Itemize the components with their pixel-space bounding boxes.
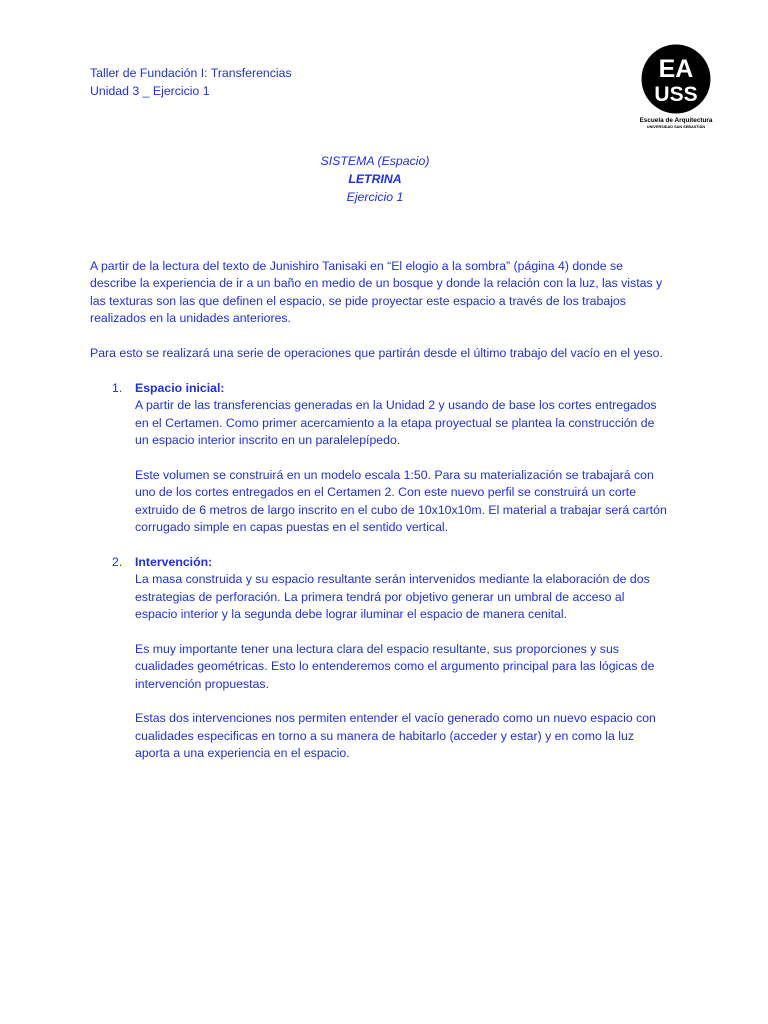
list-item-paragraph: Estas dos intervenciones nos permiten entender el vacío generado como un nuevo espacio con cualidades especificas en torno a su manera de habitarlo (acceder y estar) y en como la luz aporta a una experiencia en el espacio. xyxy=(135,711,656,761)
document-title-block xyxy=(0,152,750,206)
logo-text-ea: EA xyxy=(658,55,694,83)
list-number: 1. xyxy=(112,380,123,395)
intro-paragraph: Para esto se realizará una serie de operaciones que partirán desde el último trabajo del vacío en el yeso. xyxy=(90,346,663,361)
unit-exercise-label: Unidad 3 _ Ejercicio 1 xyxy=(90,83,210,98)
list-item-paragraph: La masa construida y su espacio resultante serán intervenidos mediante la elaboración de dos estrategias de perforación. La primera tendrá por objetivo generar un umbral de acceso al espacio interior y la segunda debe lograr iluminar el espacio de manera cenital. xyxy=(135,572,650,622)
school-logo xyxy=(640,44,714,134)
list-item-paragraph: Este volumen se construirá en un modelo escala 1:50. Para su materialización se trabajará con uno de los cortes entregados en el Certamen 2. Con este nuevo perfil se construirá un corte extruido de 6 metros de largo inscrito en el cubo de 10x10x10m. El material a trabajar será cartón corrugado simple en capas puestas en el sentido vertical. xyxy=(135,467,667,535)
document-body xyxy=(90,258,670,780)
logo-caption-university: UNIVERSIDAD SAN SEBASTIÁN xyxy=(646,125,706,129)
main-title: LETRINA xyxy=(348,172,402,186)
course-title: Taller de Fundación I: Transferencias xyxy=(90,66,292,80)
list-number: 2. xyxy=(112,554,123,569)
list-item-heading: Intervención: xyxy=(135,554,213,569)
exercise-title: Ejercicio 1 xyxy=(346,190,404,204)
intro-paragraph: A partir de la lectura del texto de Junishiro Tanisaki en “El elogio a la sombra” (página 4) donde se describe la experiencia de ir a un baño en medio de un bosque y donde la relación con la luz, las vistas y las texturas son las que definen el espacio, se pide proyectar este espacio a través de los trabajos realizados en la unidades anteriores. xyxy=(90,259,663,326)
list-item-paragraph: Es muy importante tener una lectura clara del espacio resultante, sus proporciones y sus cualidades geométricas. Esto lo entenderemos como el argumento principal para las lógicas de intervención propuestas. xyxy=(135,641,655,691)
logo-caption-school: Escuela de Arquitectura xyxy=(640,117,713,124)
document-header xyxy=(90,65,292,100)
list-item xyxy=(90,380,670,537)
logo-text-uss: USS xyxy=(654,83,698,106)
numbered-list xyxy=(90,380,670,763)
list-item xyxy=(90,554,670,763)
system-title: SISTEMA (Espacio) xyxy=(320,154,430,168)
list-item-heading: Espacio inicial: xyxy=(135,380,225,395)
list-item-paragraph: A partir de las transferencias generadas en la Unidad 2 y usando de base los cortes entregados en el Certamen. Como primer acercamiento a la etapa proyectual se plantea la construcción de un espacio interior inscrito en un paralelepípedo. xyxy=(135,398,657,448)
